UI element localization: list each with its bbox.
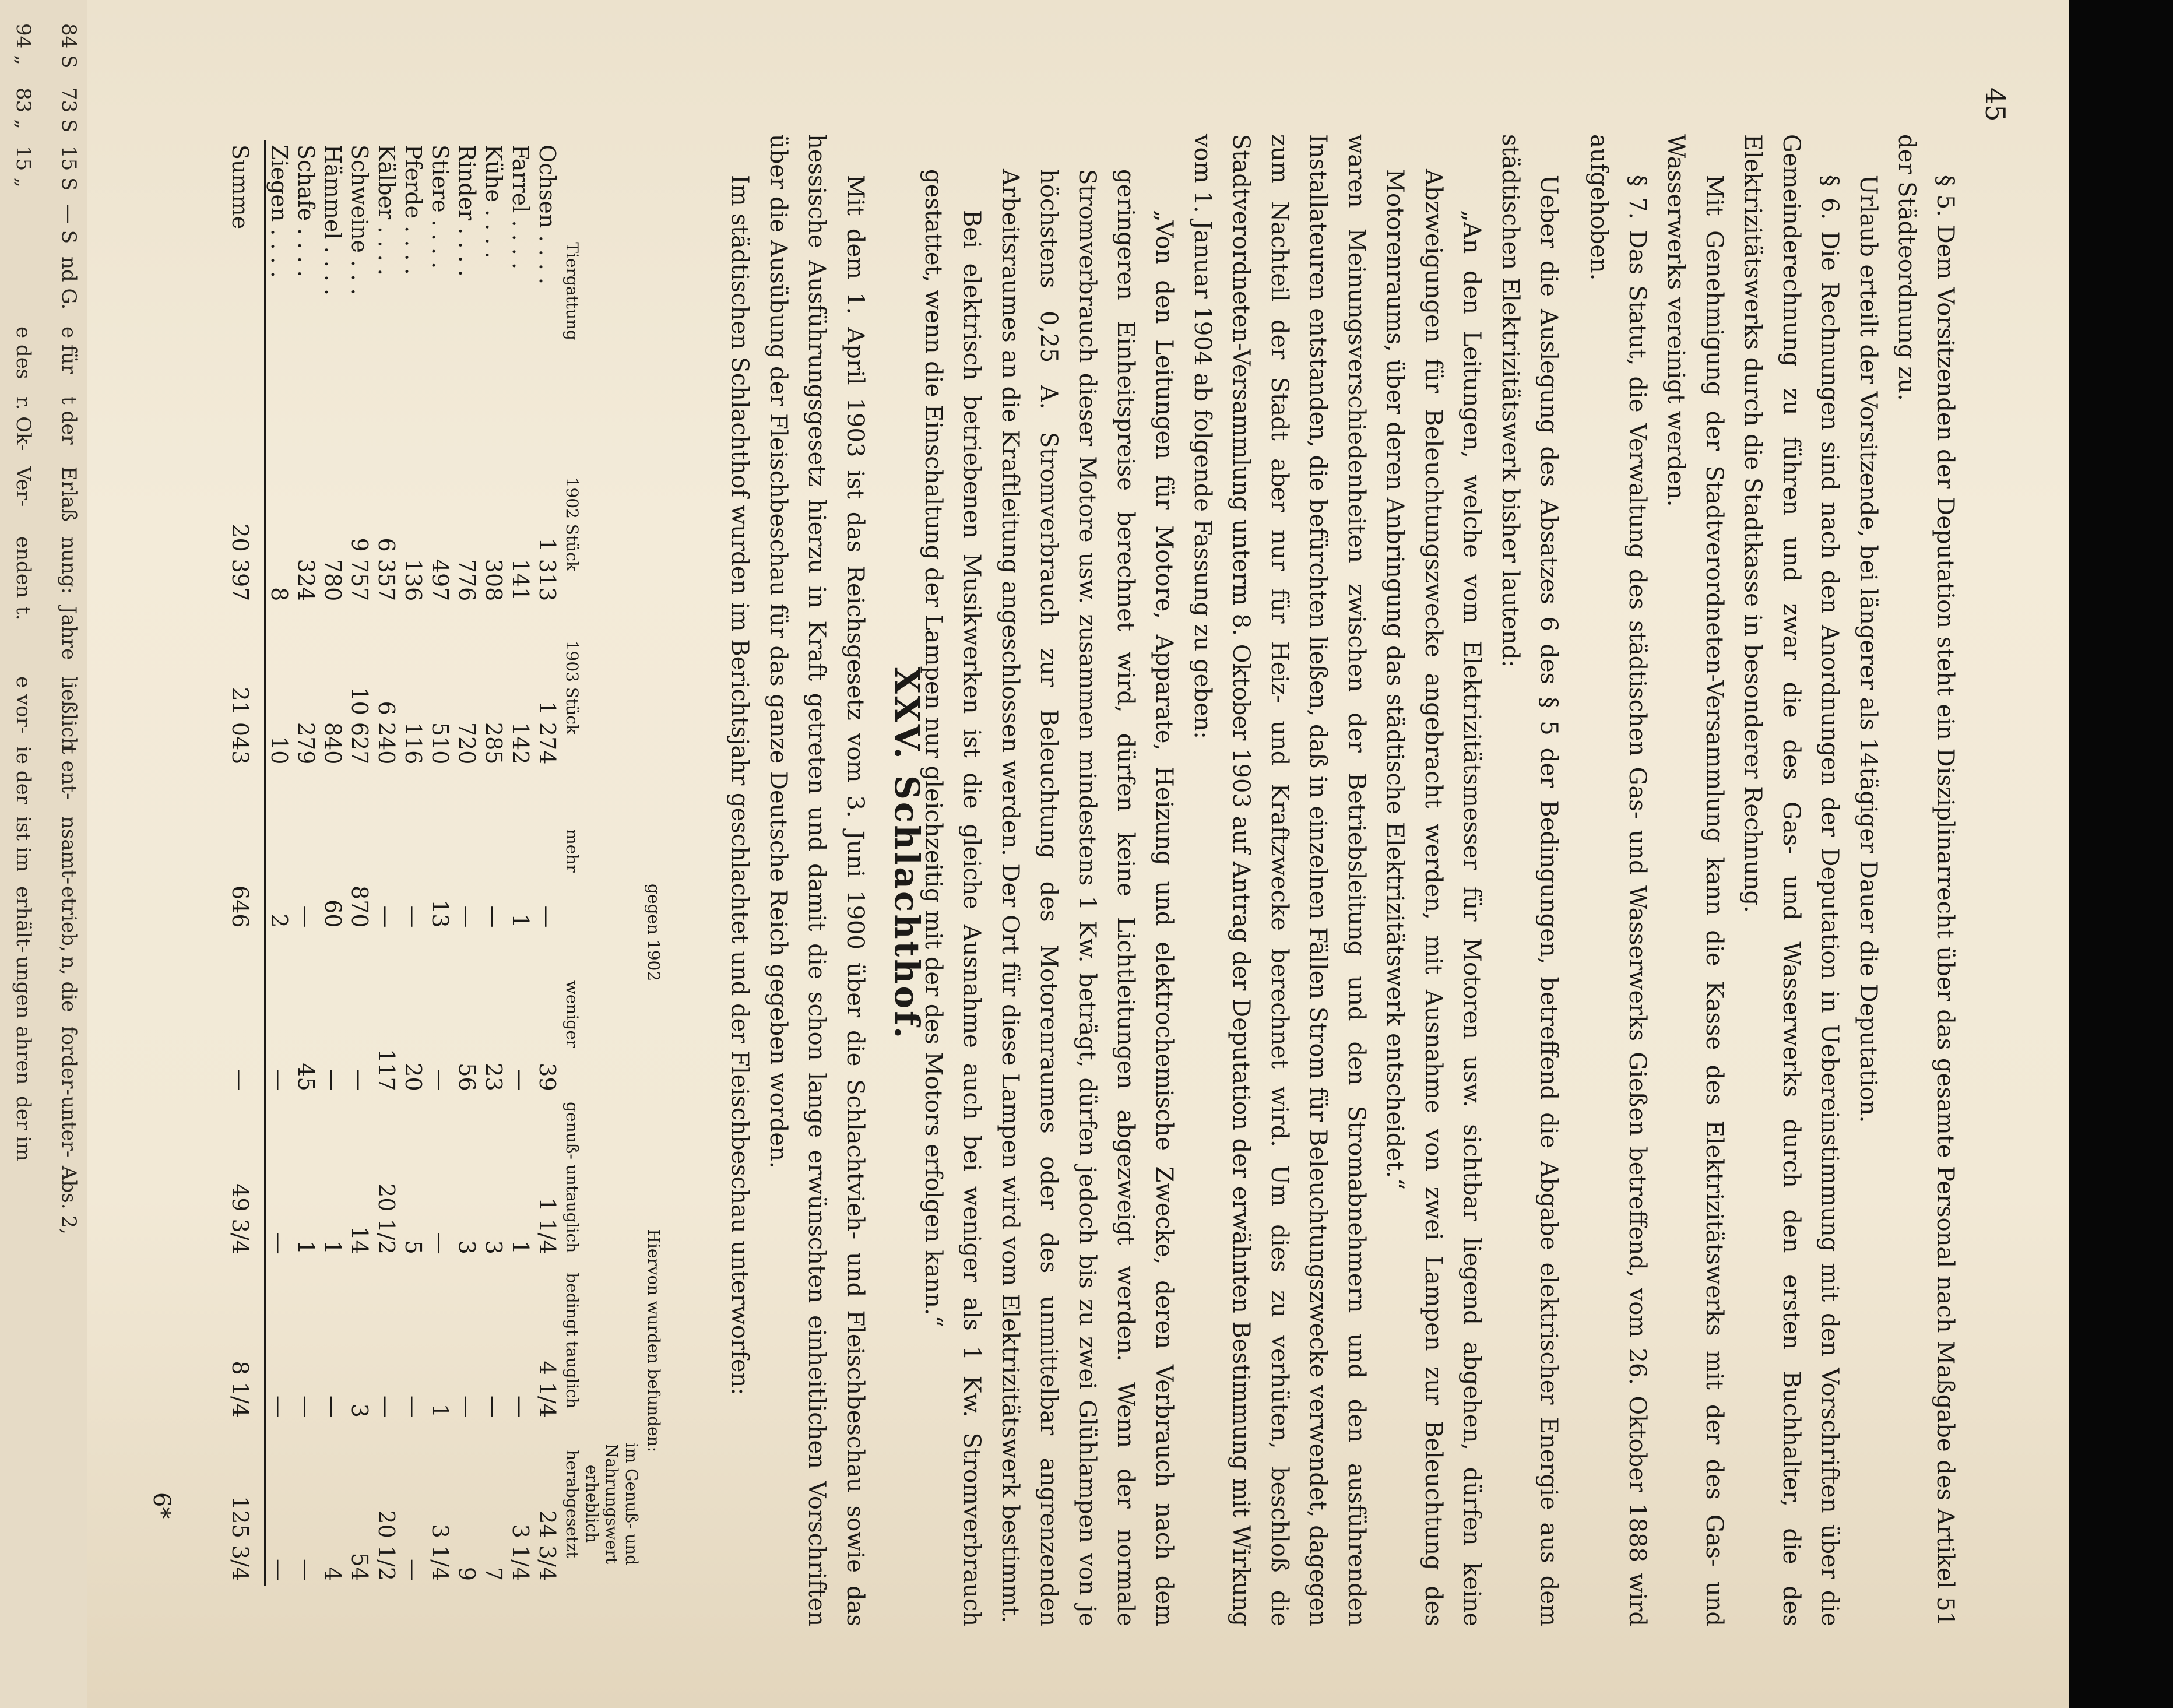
fragment: e des [12,326,35,379]
table-row [480,140,507,1586]
fragment: 15 S [57,146,80,191]
fragment: ließlich [57,676,80,751]
cell-minder: 4 [320,1566,346,1581]
fragment: nung: [57,536,80,594]
cell-untauglich: — [266,1232,292,1254]
cell-name: Schweine . . . [347,145,372,296]
cell-untauglich: 3 [454,1240,480,1254]
fragment: 94 „ [12,23,35,65]
fragment: ist im [12,816,35,872]
book-background [2069,0,2173,1708]
cell-minder: 24 3/4 [535,1510,560,1581]
header-1902: 1902 Stück [562,477,582,571]
cell-y1903: 285 [481,722,507,765]
fragment: t ent- [57,746,80,800]
cell-bedingt: — [508,1395,533,1418]
fragment: t. [12,606,35,621]
table-body [227,140,561,1586]
cell-untauglich: 20 1/2 [374,1183,399,1254]
cell-untauglich: — [427,1232,453,1254]
statute-text [914,134,1964,1626]
cell-bedingt: — [400,1395,426,1418]
cell-y1902: 776 [454,558,480,602]
fragment: r. Ok- [12,396,35,451]
table-row [373,140,400,1586]
cell-minder: — [293,1559,319,1581]
cell-bedingt: — [293,1395,319,1418]
fragment: forder- [57,1026,80,1095]
table-row [319,140,346,1586]
cell-minder: 3 1/4 [508,1524,533,1581]
cell-untauglich: 1 [293,1240,319,1254]
cell-y1902: 308 [481,558,507,602]
paragraph: Mit dem 1. April 1903 ist das Reichsgesetz vom 3. Juni 1900 über die Schlachtvieh- und Fleischbeschau sowie das hessische Ausführungsgesetz hierzu in Kraft getreten und damit die schon lange erwünschten einheitlichen Vorschriften über die Ausübung der Fleischbeschau für das ganze Deutsche Reich gegeben worden. [765,134,869,1626]
cell-mehr: — [481,905,507,928]
cell-y1902: 780 [320,558,346,602]
cell-weniger: — [508,1069,533,1091]
table-row [507,140,534,1586]
cell-name: Pferde . . . . [400,145,426,275]
cell-weniger: 117 [374,1049,399,1091]
fragment: ungen [12,956,35,1019]
cell-y1903: 116 [400,722,426,765]
fragment: enden [12,536,35,598]
fragment: etrieb, [57,886,80,953]
cell-untauglich: 3 [481,1240,507,1254]
cell-y1903: 1 274 [535,701,560,765]
cell-bedingt: 3 [347,1403,372,1418]
quoted-paragraph: Bei elektrisch betriebenen Musikwerken ist die gleiche Ausnahme auch bei weniger als 1 Kw. Stromverbrauch gestattet, wenn die Einschaltung der Lampen nur gleichzeitig mit der des Motors erfolgen kann.“ [920,169,985,1626]
cell-minder: 7 [481,1566,507,1581]
cell-y1903: 6 240 [374,701,399,765]
paragraph: waren Meinungsverschiedenheiten zwischen der Betriebsleitung und den Stromabnehmern und den ausführenden Installateuren entstanden, die befürchten ließen, daß in einzelnen Fällen Strom für Beleuchtungszwecke verwendet, dagegen zum Nachteil der Stadt aber nur für Heiz- und Kraftzwecke berechnet wird. Um dies zu verhüten, beschloß die Stadtverordneten-Versammlung unterm 8. Oktober 1903 auf Antrag der Deputation der erwähnten Bestimmung mit Wirkung vom 1. Januar 1904 ab folgende Fassung zu geben: [1189,134,1370,1626]
cell-y1903: 510 [427,722,453,765]
paragraph: Urlaub erteilt der Vorsitzende, bei längerer als 14tägiger Dauer die Deputation. [1855,175,1882,1123]
sum-y1902: 20 397 [227,442,265,606]
cell-weniger: 39 [535,1063,560,1091]
cell-name: Hämmel . . . . [320,145,346,296]
cell-bedingt: — [481,1395,507,1418]
sum-bedingt: 8 1/4 [227,1259,265,1422]
cell-name: Kühe . . . . [481,145,507,259]
cell-weniger: — [266,1069,292,1091]
page-number: 45 [1979,87,2011,122]
cell-weniger: 20 [400,1063,426,1091]
table-row [265,140,293,1586]
fragment: n, die [57,956,80,1013]
fragment: 15 „ [12,146,35,188]
fragment: 83 „ [12,87,35,129]
cell-mehr: — [400,905,426,928]
quoted-paragraph: „Von den Leitungen für Motore, Apparate, Heizung und elektrochemische Zwecke, deren Verbrauch nach dem geringeren Einheitspreise berechnet wird, dürfen keine Lichtleitungen abgezweigt werden. Wenn der normale Stromverbrauch dieser Motore usw. zusammen mindestens 1 Kw. beträgt, dürfen jedoch bis zu zwei Glühlampen von je höchstens 0,25 A. Stromverbrauch zur Beleuchtung des Motorenraumes oder des unmittelbar angrenzenden Arbeitsraumes an die Kraftleitung angeschlossen werden. Der Ort für diese Lampen wird vom Elektrizitätswerk bestimmt. [997,169,1177,1626]
cell-mehr: — [454,905,480,928]
paragraph: Ueber die Auslegung des Absatzes 6 des § 5 der Bedingungen, betreffend die Abgabe elektrischer Energie aus dem städtischen Elektrizitätswerk bisher lautend: [1497,134,1562,1626]
header-gegen: gegen 1902 [644,883,663,982]
fragment: 84 S [57,23,80,69]
cell-weniger: — [427,1069,453,1091]
header-bedingt: bedingt tauglich [562,1273,582,1409]
cell-y1903: 840 [320,722,346,765]
cell-y1903: 142 [508,722,533,765]
fragment: e vor- [12,676,35,734]
cell-y1903: 279 [293,722,319,765]
fragment: Erlaß [57,466,80,522]
sum-mehr: 646 [227,769,265,932]
header-weniger: weniger [562,980,582,1048]
table-row [453,140,480,1586]
fragment: 73 S [57,87,80,133]
cell-bedingt: — [320,1395,346,1418]
cell-mehr: — [535,905,560,928]
cell-y1902: 6 357 [374,537,399,602]
paragraph: Im städtischen Schlachthof wurden im Berichtsjahr geschlachtet und der Fleischbeschau unterworfen: [726,175,753,1396]
table-row [534,140,561,1586]
cell-minder: 9 [454,1566,480,1581]
signature-mark: 6* [148,1492,175,1519]
sum-minder: 125 3/4 [227,1422,265,1586]
cell-mehr: 870 [347,885,372,928]
paragraph: Mit Genehmigung der Stadtverordneten-Versammlung kann die Kasse des Elektrizitätswerks mit der des Gas- und Wasserwerks vereinigt werden. [1662,134,1728,1626]
quoted-paragraph: „An den Leitungen, welche vom Elektrizitätsmesser für Motoren usw. sichtbar liegend abgehen, dürfen keine Abzweigungen für Beleuchtungszwecke angebracht werden, mit Ausnahme von zwei Lampen zur Beleuchtung des Motorenraums, über deren Anbringung das städtische Elektrizitätswerk entscheidet.“ [1381,169,1485,1626]
cell-y1902: 9 757 [347,537,372,602]
fragment: der im [12,1096,35,1162]
cell-name: Ziegen . . . . [266,145,292,278]
sum-untauglich: 49 3/4 [227,1096,265,1259]
cell-minder: — [266,1559,292,1581]
cell-mehr: — [374,905,399,928]
fragment: Ver- [12,466,35,507]
cell-minder: 54 [347,1552,372,1581]
cell-y1903: 10 [266,736,292,765]
cell-name: Schafe . . . . [293,145,319,277]
fragment: ie der [12,746,35,804]
cell-name: Stiere . . . . [427,145,453,269]
cell-minder: 20 1/2 [374,1510,399,1581]
cell-y1902: 1 313 [535,537,560,602]
cell-name: Kälber . . . . [374,145,399,276]
cell-mehr: 1 [508,913,533,928]
cell-minder: 3 1/4 [427,1524,453,1581]
fragment: Abs. 2, [57,1166,80,1235]
cell-y1902: 8 [266,587,292,602]
cell-untauglich: 14 [347,1226,372,1254]
fragment: unter- [57,1096,80,1158]
cell-weniger: 23 [481,1063,507,1091]
cell-weniger: — [320,1069,346,1091]
slaughterhouse-text [720,134,874,1626]
table-row [427,140,453,1586]
paragraph: § 7. Das Statut, die Verwaltung des städtischen Gas- und Wasserwerks Gießen betreffend, vom 26. Oktober 1888 wird aufgehoben. [1585,134,1651,1626]
sum-weniger: — [227,933,265,1096]
section-title: XXV. Schlachthof. [887,667,927,1041]
table-header-row [642,140,664,1586]
cell-mehr: 2 [266,913,292,928]
fragment: e für [57,326,80,374]
header-untauglich: genuß- untauglich [562,1102,582,1253]
cell-minder: — [400,1559,426,1581]
header-1903: 1903 Stück [562,640,582,735]
cell-untauglich: 1 1/4 [535,1197,560,1254]
header-mehr: mehr [562,829,582,873]
left-page-fragments [0,0,87,1708]
cell-weniger: — [347,1069,372,1091]
fragment: Jahre [57,606,80,660]
cell-bedingt: — [374,1395,399,1418]
cell-name: Rinder . . . . [454,145,480,277]
fragment: — S [57,204,80,244]
fragment: nd G. [57,256,80,310]
table-row [400,140,427,1586]
fragment: t der [57,396,80,445]
cell-weniger: 56 [454,1063,480,1091]
table-sum-row [227,140,265,1586]
cell-mehr: — [293,905,319,928]
header-hiervon: Hiervon wurden befunden: [644,1229,663,1453]
header-tiergattung: Tiergattung [562,242,582,340]
cell-name: Farrel . . . . [508,145,533,270]
cell-bedingt: 4 1/4 [535,1361,560,1418]
cell-weniger: 45 [293,1063,319,1091]
fragment: erhält- [12,886,35,953]
cell-y1903: 720 [454,722,480,765]
cell-y1902: 141 [508,558,533,602]
rotated-page-content [87,0,2069,1708]
cell-y1902: 497 [427,558,453,602]
cell-y1903: 10 627 [347,687,372,765]
fragment: ahren [12,1026,35,1085]
header-minder: im Genuß- und Nahrungswert erheblich herabgesetzt [562,1442,641,1566]
cell-bedingt: — [266,1395,292,1418]
cell-untauglich: 5 [400,1240,426,1254]
fragment: nsamt- [57,816,80,885]
cell-y1902: 324 [293,558,319,602]
sum-name: Summe [227,140,265,442]
paragraph: § 6. Die Rechnungen sind nach den Anordnungen der Deputation in Uebereinstimmung mit den Vorschriften über die Gemeinderechnung zu führen und zwar die des Gas- und Wasserwerks durch den ersten Buchhalter, die des Elektrizitätswerks durch die Stadtkasse in besonderer Rechnung. [1739,134,1843,1626]
cell-untauglich: 1 [320,1240,346,1254]
table-row [346,140,373,1586]
table-row [293,140,319,1586]
cell-name: Ochsen . . . . [535,145,560,285]
paragraph: § 5. Dem Vorsitzenden der Deputation steht ein Disziplinarrecht über das gesamte Personal nach Maßgabe des Artikel 51 der Städteordnung zu. [1893,134,1958,1626]
slaughter-table [227,140,664,1586]
cell-y1902: 136 [400,558,426,602]
cell-untauglich: 1 [508,1240,533,1254]
cell-bedingt: 1 [427,1403,453,1418]
cell-mehr: 60 [320,899,346,928]
sum-y1903: 21 043 [227,606,265,769]
cell-mehr: 13 [427,899,453,928]
cell-bedingt: — [454,1395,480,1418]
